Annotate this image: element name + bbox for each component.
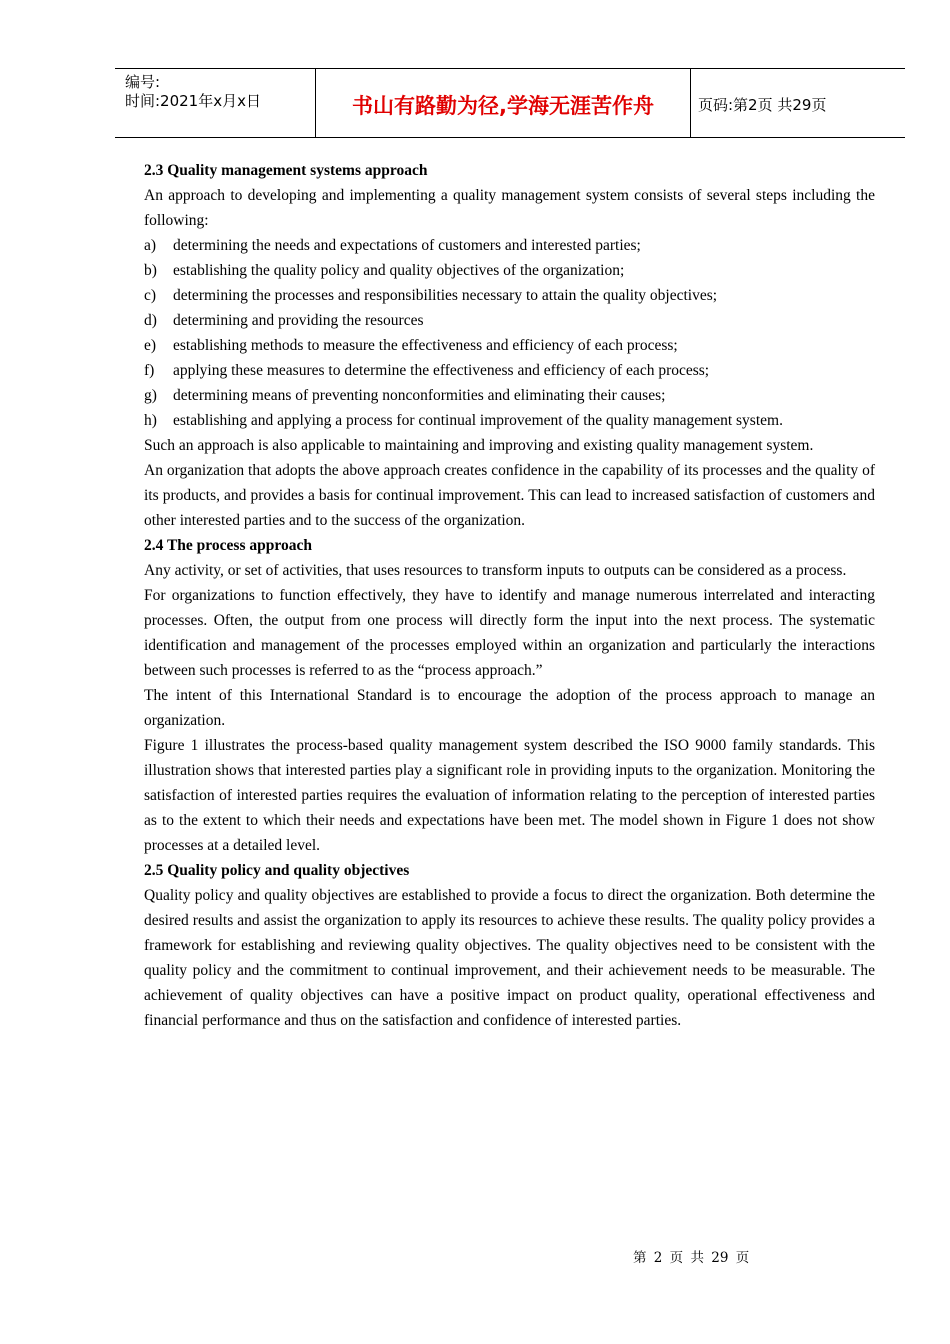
list-item <box>144 233 875 258</box>
list-marker: d) <box>144 312 157 329</box>
header-meta-cell <box>115 69 315 137</box>
section-paragraph: Quality policy and quality objectives are established to provide a focus to direct the organization. Both determine the desired results and assist the organization to apply its resources to achieve these results. The quality policy provides a framework for establishing and reviewing quality objectives. The quality objectives need to be consistent with the quality policy and the commitment to continual improvement, and their achievement needs to be measurable. The achievement of quality objectives can have a positive impact on product quality, operational effectiveness and financial performance and thus on the satisfaction and confidence of interested parties. <box>144 887 875 1029</box>
list-item-text: applying these measures to determine the effectiveness and efficiency of each process; <box>173 362 710 379</box>
list-item-text: establishing methods to measure the effectiveness and efficiency of each process; <box>173 337 678 354</box>
document-number-label: 编号: <box>125 73 161 91</box>
list-marker: e) <box>144 337 157 354</box>
section-heading: 2.4 The process approach <box>144 537 312 554</box>
section-heading: 2.3 Quality management systems approach <box>144 162 428 179</box>
section-paragraph: Any activity, or set of activities, that uses resources to transform inputs to outputs can be considered as a process. <box>144 562 847 579</box>
header-page-number: 页码:第2页 共29页 <box>698 96 827 114</box>
list-item <box>144 333 875 358</box>
list-item-text: establishing the quality policy and quality objectives of the organization; <box>173 262 625 279</box>
list-item-text: determining and providing the resources <box>173 312 424 329</box>
list-marker: b) <box>144 262 157 279</box>
document-body <box>144 158 875 1033</box>
page-header <box>115 68 905 138</box>
list-marker: f) <box>144 362 155 379</box>
list-item-text: determining the processes and responsibilities necessary to attain the quality objectives; <box>173 287 718 304</box>
list-marker: h) <box>144 412 157 429</box>
list-marker: g) <box>144 387 157 404</box>
list-item <box>144 283 875 308</box>
list-item <box>144 383 875 408</box>
section-paragraph: Such an approach is also applicable to maintaining and improving and existing quality management system. <box>144 437 814 454</box>
header-motto: 书山有路勤为径,学海无涯苦作舟 <box>352 94 654 118</box>
section-paragraph: Figure 1 illustrates the process-based quality management system described the ISO 9000 family standards. This illustration shows that interested parties play a significant role in providing inputs to the organization. Monitoring the satisfaction of interested parties requires the evaluation of information relating to the perception of interested parties as to the extent to which their needs and expectations have been met. The model shown in Figure 1 does not show processes at a detailed level. <box>144 737 875 854</box>
list-item <box>144 308 875 333</box>
list-item-text: determining the needs and expectations of customers and interested parties; <box>173 237 641 254</box>
list-marker: a) <box>144 237 157 254</box>
section-paragraph: An approach to developing and implementing a quality management system consists of several steps including the following: <box>144 187 875 229</box>
header-motto-cell <box>315 69 691 137</box>
section-paragraph: An organization that adopts the above approach creates confidence in the capability of its processes and the quality of its products, and provides a basis for continual improvement. This can lead to increased satisfaction of customers and other interested parties and to the success of the organization. <box>144 462 875 529</box>
list-marker: c) <box>144 287 157 304</box>
list-item-text: determining means of preventing nonconformities and eliminating their causes; <box>173 387 666 404</box>
header-page-cell <box>690 69 905 137</box>
list-item <box>144 408 875 433</box>
page-footer: 第 2 页 共 29 页 <box>633 1250 750 1266</box>
section-paragraph: For organizations to function effectively, they have to identify and manage numerous interrelated and interacting processes. Often, the output from one process will directly form the input into the next process. The systematic identification and management of the processes employed within an organization and particularly the interactions between such processes is referred to as the “process approach.” <box>144 587 875 679</box>
section-heading: 2.5 Quality policy and quality objectives <box>144 862 410 879</box>
list-item <box>144 258 875 283</box>
list-item-text: establishing and applying a process for continual improvement of the quality management system. <box>173 412 783 429</box>
document-date-label: 时间:2021年x月x日 <box>125 92 261 110</box>
list-item <box>144 358 875 383</box>
section-paragraph: The intent of this International Standard is to encourage the adoption of the process approach to manage an organization. <box>144 687 875 729</box>
